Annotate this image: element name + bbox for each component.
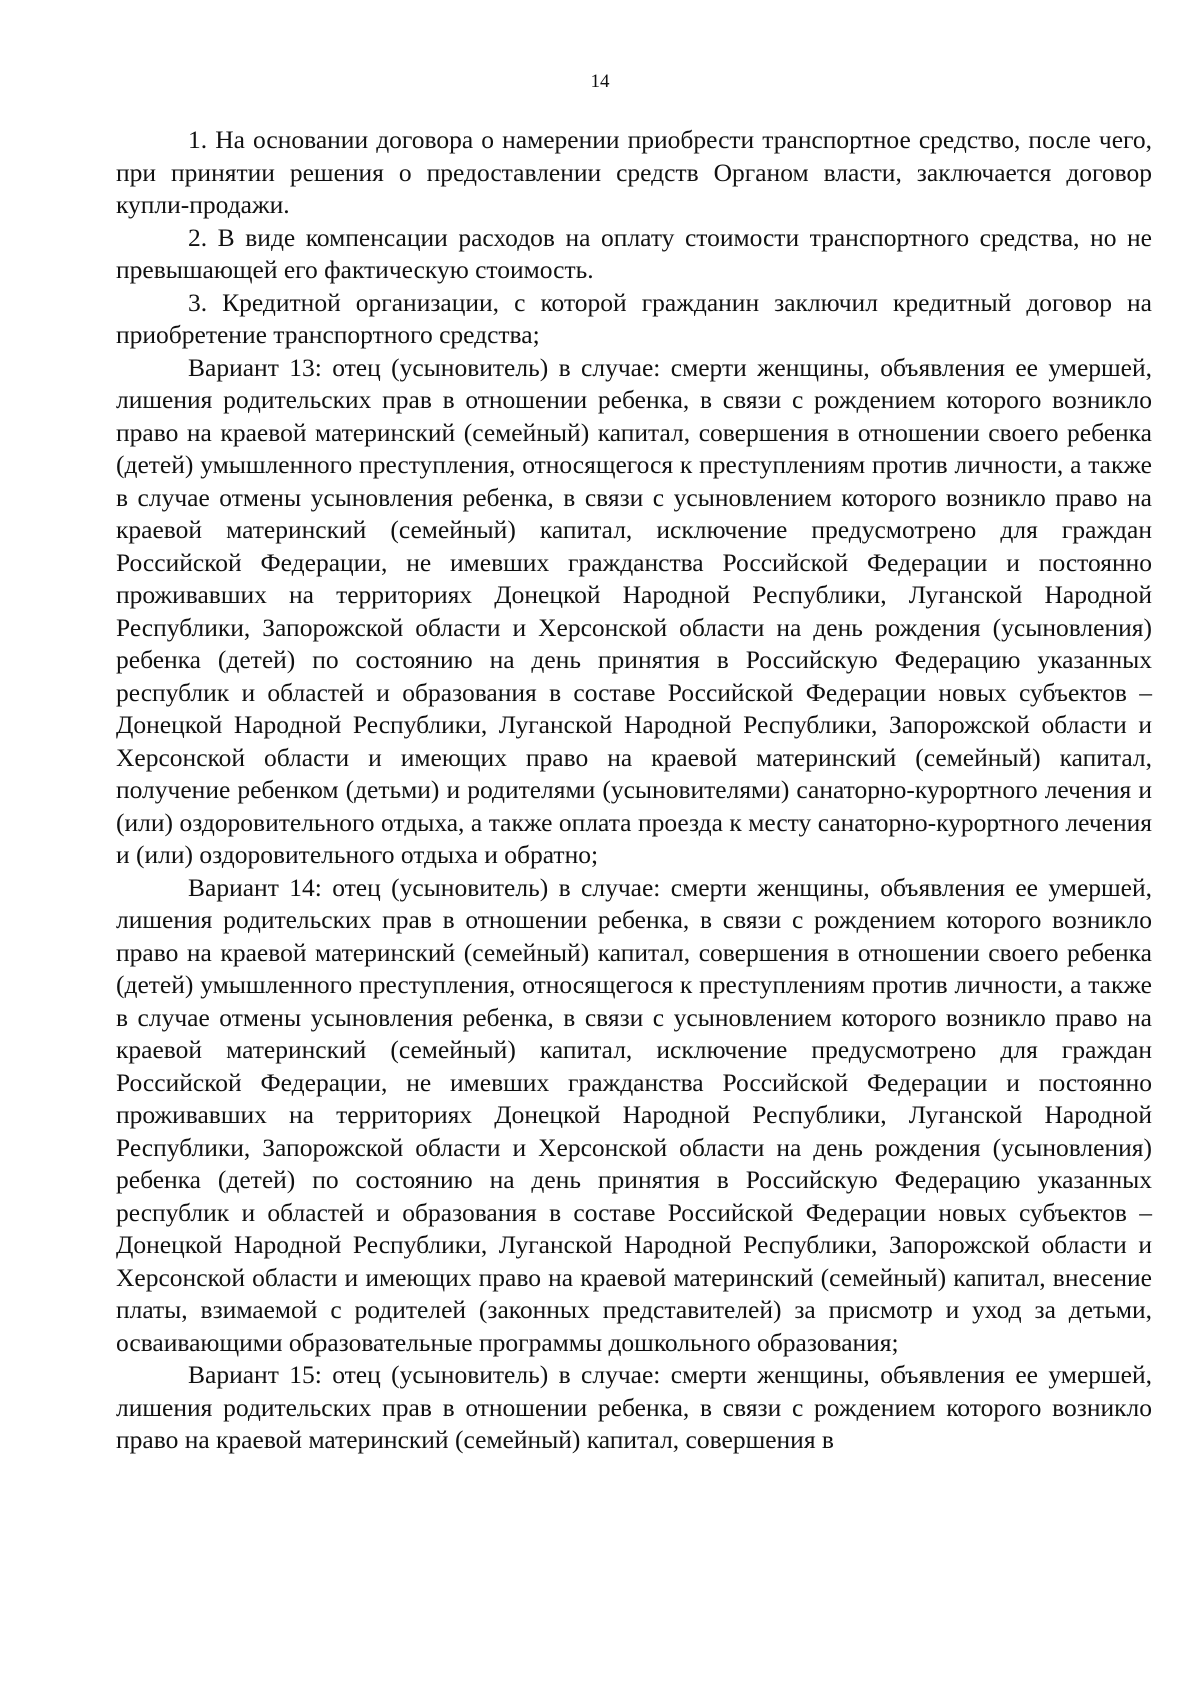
paragraph-item-2: 2. В виде компенсации расходов на оплату стоимости транспортного средства, но не превышающей его фактическую стоимость. <box>116 222 1152 284</box>
paragraph-variant-15: Вариант 15: отец (усыновитель) в случае: смерти женщины, объявления ее умершей, лишения родительских прав в отношении ребенка, в связи с рождением которого возникло право на краевой материнский (семейный) капитал, совершения в <box>116 1360 1152 1454</box>
paragraph-item-3: 3. Кредитной организации, с которой гражданин заключил кредитный договор на приобретение транспортного средства; <box>116 287 1152 349</box>
paragraph-item-1: 1. На основании договора о намерении приобрести транспортное средство, после чего, при принятии решения о предоставлении средств Органом власти, заключается договор купли-продажи. <box>116 125 1152 219</box>
document-body <box>116 124 1152 1457</box>
page-number: 14 <box>590 71 610 92</box>
paragraph-variant-14: Вариант 14: отец (усыновитель) в случае: смерти женщины, объявления ее умершей, лишения родительских прав в отношении ребенка, в связи с рождением которого возникло право на краевой материнский (семейный) капитал, совершения в отношении своего ребенка (детей) умышленного преступления, относящегося к преступлениям против личности, а также в случае отмены усыновления ребенка, в связи с усыновлением которого возникло право на краевой материнский (семейный) капитал, исключение предусмотрено для граждан Российской Федерации, не имевших гражданства Российской Федерации и постоянно проживавших на территориях Донецкой Народной Республики, Луганской Народной Республики, Запорожской области и Херсонской области на день рождения (усыновления) ребенка (детей) по состоянию на день принятия в Российскую Федерацию указанных республик и областей и образования в составе Российской Федерации новых субъектов – Донецкой Народной Республики, Луганской Народной Республики, Запорожской области и Херсонской области и имеющих право на краевой материнский (семейный) капитал, внесение платы, взимаемой с родителей (законных представителей) за присмотр и уход за детьми, осваивающими образовательные программы дошкольного образования; <box>116 872 1152 1357</box>
paragraph-variant-13: Вариант 13: отец (усыновитель) в случае: смерти женщины, объявления ее умершей, лишения родительских прав в отношении ребенка, в связи с рождением которого возникло право на краевой материнский (семейный) капитал, совершения в отношении своего ребенка (детей) умышленного преступления, относящегося к преступлениям против личности, а также в случае отмены усыновления ребенка, в связи с усыновлением которого возникло право на краевой материнский (семейный) капитал, исключение предусмотрено для граждан Российской Федерации, не имевших гражданства Российской Федерации и постоянно проживавших на территориях Донецкой Народной Республики, Луганской Народной Республики, Запорожской области и Херсонской области на день рождения (усыновления) ребенка (детей) по состоянию на день принятия в Российскую Федерацию указанных республик и областей и образования в составе Российской Федерации новых субъектов – Донецкой Народной Республики, Луганской Народной Республики, Запорожской области и Херсонской области и имеющих право на краевой материнский (семейный) капитал, получение ребенком (детьми) и родителями (усыновителями) санаторно-курортного лечения и (или) оздоровительного отдыха, а также оплата проезда к месту санаторно-курортного лечения и (или) оздоровительного отдыха и обратно; <box>116 352 1152 869</box>
